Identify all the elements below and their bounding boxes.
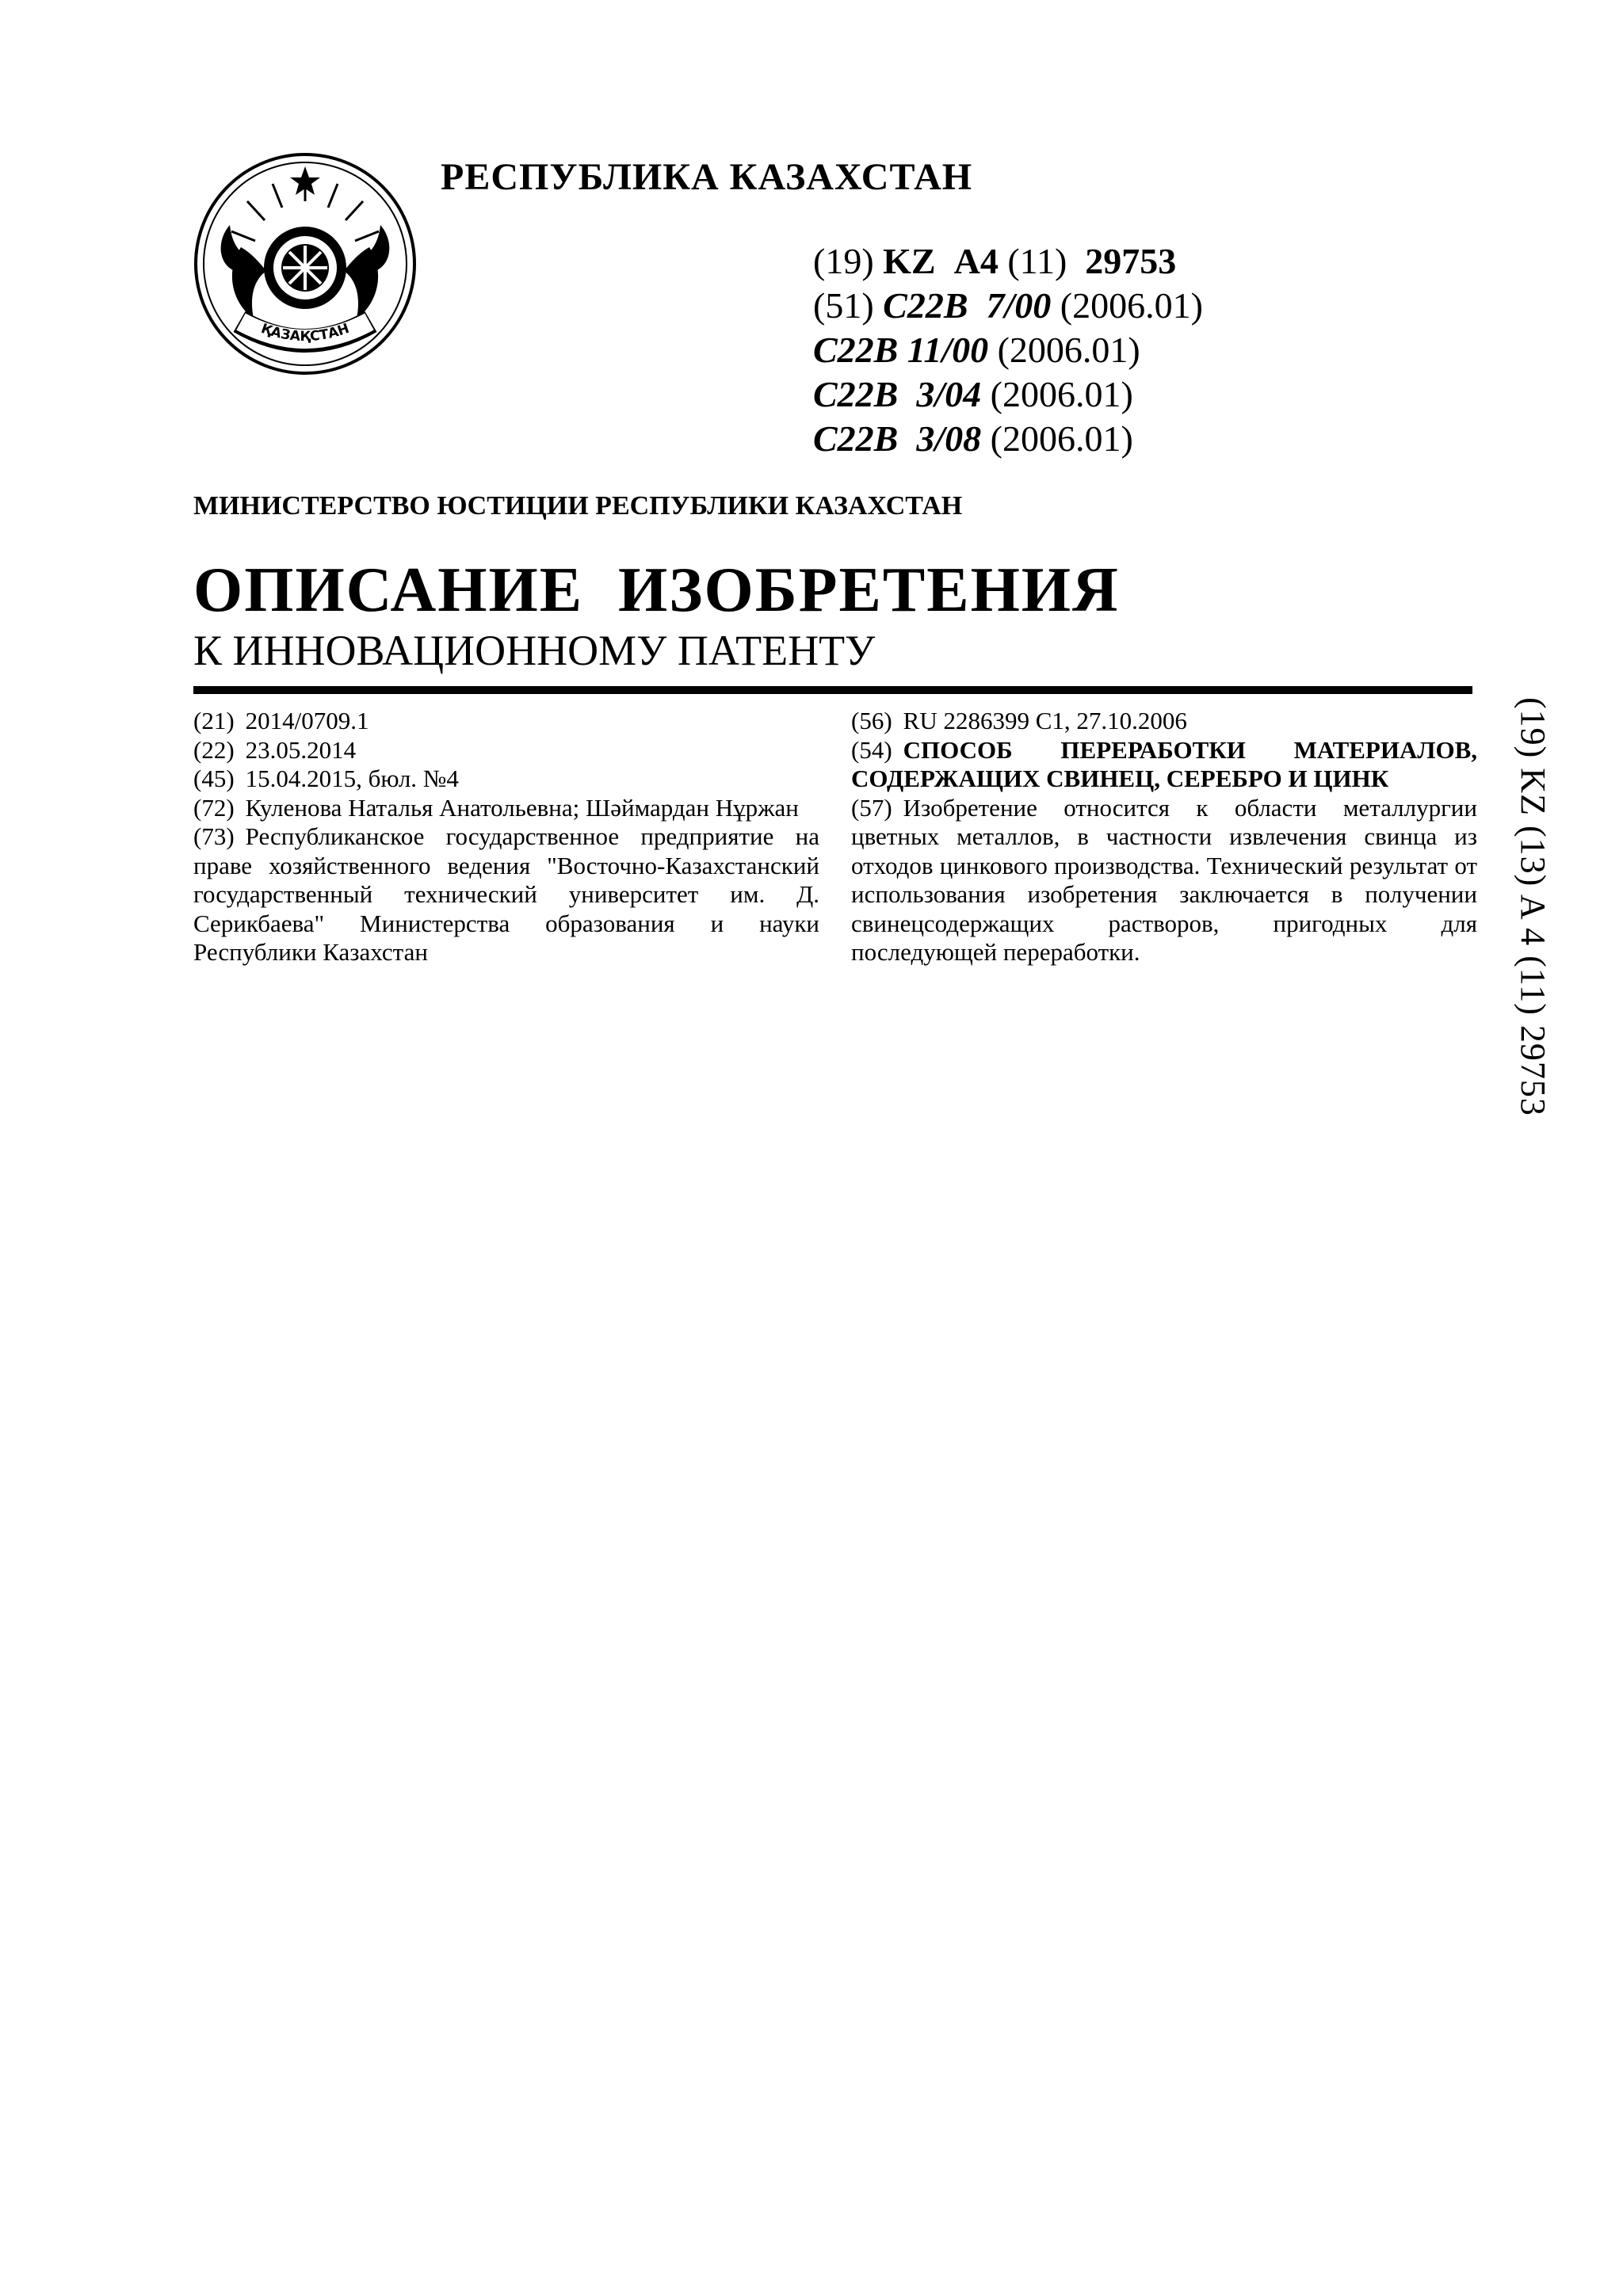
state-emblem [193,152,417,376]
bibliographic-data-right [851,707,1477,967]
field-tag: (72) [193,793,235,822]
ipc-code: C22B 7/00 [883,285,1052,326]
ipc-row [813,328,1203,372]
field-value: Республиканское государственное предприятие на праве хозяйственного ведения "Восточно-Казахстанский государственный технический университет им. Д. Серикбаева" Министерства образования и науки Республики Казахстан [193,822,819,966]
field-value: RU 2286399 C1, 27.10.2006 [903,707,1187,734]
publication-codes-row [813,239,1203,284]
field-value: 23.05.2014 [245,735,357,764]
ipc-code: C22B 3/08 [813,418,982,459]
ipc-code: C22B 11/00 [813,330,989,370]
patent-number-tag: (11) [1007,241,1067,281]
field-tag: (57) [851,793,892,822]
field-tag: (54) [851,735,892,764]
field-tag: (56) [851,707,892,734]
ipc-version: (2006.01) [997,330,1140,370]
kind-code: A4 [953,241,999,281]
country-code: KZ [883,241,936,281]
header-divider [193,686,1472,694]
emblem-banner-text: ҚАЗАҚСТАН [258,320,352,345]
side-label-text: (19) KZ (13) A 4 (11) 29753 [1514,697,1552,1116]
application-number-entry [193,707,819,736]
ministry-name: МИНИСТЕРСТВО ЮСТИЦИИ РЕСПУБЛИКИ КАЗАХСТАН [193,491,963,521]
field-tag: (73) [193,822,235,850]
field-value: 15.04.2015, бюл. №4 [245,765,459,792]
publication-date-entry [193,765,819,794]
ipc-version: (2006.01) [990,374,1133,414]
filing-date-entry [193,736,819,765]
field-value: Куленова Наталья Анатольевна; Шәймардан Нұржан [245,793,799,822]
invention-title-entry [851,736,1477,794]
references-entry [851,707,1477,736]
field-tag: (45) [193,765,235,792]
inventors-entry [193,794,819,823]
invention-title: СПОСОБ ПЕРЕРАБОТКИ МАТЕРИАЛОВ, СОДЕРЖАЩИХ СВИНЕЦ, СЕРЕБРО И ЦИНК [851,735,1477,792]
ipc-version: (2006.01) [990,418,1133,459]
ipc-tag: (51) [813,285,874,326]
country-name: РЕСПУБЛИКА КАЗАХСТАН [441,156,973,198]
patent-number: 29753 [1085,241,1177,281]
ipc-row [813,417,1203,461]
document-subtitle: К ИННОВАЦИОННОМУ ПАТЕНТУ [193,627,876,674]
ipc-code: C22B 3/04 [813,374,982,414]
field-tag: (21) [193,707,235,734]
patent-owner-entry [193,822,819,967]
ipc-version: (2006.01) [1060,285,1203,326]
abstract-text: Изобретение относится к области металлургии цветных металлов, в частности извлечения свинца из отходов цинкового производства. Технический результат от использования изобретения заключается в получении свинецсодержащих растворов, пригодных для последующей переработки. [851,793,1477,966]
document-title: ОПИСАНИЕ ИЗОБРЕТЕНИЯ [193,555,1120,625]
field-tag: (22) [193,735,235,764]
country-code-tag: (19) [813,241,874,281]
abstract-entry [851,794,1477,967]
ipc-row [813,372,1203,417]
bibliographic-codes [813,239,1203,461]
field-value: 2014/0709.1 [245,707,369,734]
ipc-row [813,284,1203,328]
bibliographic-data-left [193,707,819,967]
